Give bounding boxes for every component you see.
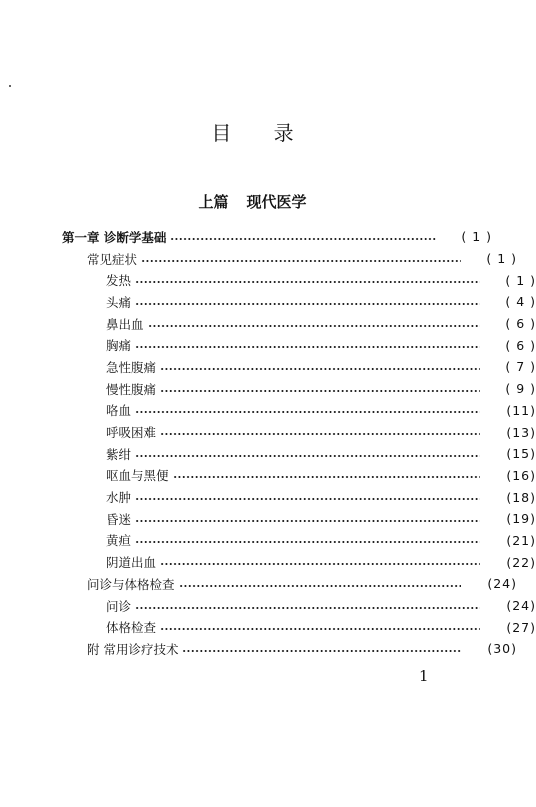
toc-entry-page: (30)	[487, 641, 517, 657]
toc-entry	[0, 573, 517, 595]
toc-entry-page: ( 7 )	[505, 359, 536, 375]
dot-leader	[182, 648, 461, 654]
toc-entry	[0, 551, 536, 573]
dot-leader	[135, 279, 480, 285]
toc-entry	[0, 508, 536, 530]
dot-leader	[135, 496, 480, 502]
toc-entry-page: ( 6 )	[505, 337, 536, 353]
toc-entry-page: ( 4 )	[505, 294, 536, 310]
toc-entry	[0, 378, 536, 400]
toc-entry	[0, 443, 536, 465]
toc-entry-title: 鼻出血	[106, 316, 144, 332]
toc-entry-page: (13)	[506, 424, 536, 440]
toc-entry-page: (27)	[506, 619, 536, 635]
dot-leader	[148, 323, 480, 329]
toc-entry-page: (21)	[506, 532, 536, 548]
toc-entry-title: 紫绀	[106, 446, 132, 462]
toc-entry-page: (16)	[506, 467, 536, 483]
toc-entry-page: ( 6 )	[505, 316, 536, 332]
dot-leader	[179, 583, 461, 589]
dot-leader	[173, 474, 480, 480]
dot-leader	[135, 301, 480, 307]
toc-entry-title: 附 常用诊疗技术	[87, 641, 179, 657]
toc-entry-title: 咯血	[106, 403, 132, 419]
dot-leader	[135, 344, 480, 350]
toc-entry-title: 胸痛	[106, 338, 132, 354]
toc-entry	[0, 616, 536, 638]
dot-leader	[160, 388, 480, 394]
toc-entry-title: 体格检查	[106, 620, 157, 636]
toc-entry	[0, 421, 536, 443]
dot-leader	[135, 453, 480, 459]
toc-entry	[0, 269, 536, 291]
dot-leader	[160, 366, 480, 372]
toc-entry-title: 问诊	[106, 598, 132, 614]
toc-entry-page: ( 1 )	[505, 272, 536, 288]
page-number: 1	[419, 667, 429, 685]
toc-entry	[0, 465, 536, 487]
toc-entry-title: 昏迷	[106, 511, 132, 527]
dot-leader	[135, 518, 480, 524]
toc-entry	[0, 226, 492, 248]
page-title: 目 录	[211, 121, 312, 145]
toc-entry	[0, 313, 536, 335]
dot-leader	[135, 539, 480, 545]
dot-leader	[160, 431, 480, 437]
toc-entry-title: 头痛	[106, 294, 132, 310]
toc-entry-title: 问诊与体格检查	[87, 576, 175, 592]
toc-entry-page: (19)	[506, 511, 536, 527]
toc-entry-title: 发热	[106, 273, 132, 289]
dot-leader	[135, 409, 480, 415]
part-heading	[0, 191, 505, 212]
toc-entry-page: ( 9 )	[505, 381, 536, 397]
toc-entry	[0, 334, 536, 356]
toc-entry-title: 黄疸	[106, 533, 132, 549]
toc-entry	[0, 248, 517, 270]
toc-entry-title: 水肿	[106, 490, 132, 506]
dot-leader	[135, 605, 480, 611]
table-of-contents	[0, 226, 536, 660]
toc-entry	[0, 400, 536, 422]
dot-leader	[160, 626, 480, 632]
toc-entry-title: 急性腹痛	[106, 359, 157, 375]
part-name: 现代医学	[246, 193, 307, 211]
toc-entry-title: 呼吸困难	[106, 425, 157, 441]
toc-entry-page: (24)	[506, 598, 536, 614]
toc-entry-title: 呕血与黑便	[106, 468, 169, 484]
toc-entry	[0, 486, 536, 508]
toc-entry	[0, 356, 536, 378]
toc-entry-title: 慢性腹痛	[106, 381, 157, 397]
toc-entry-page: (11)	[506, 402, 536, 418]
toc-entry-title: 第一章 诊断学基础	[62, 229, 167, 245]
toc-entry-page: (24)	[487, 576, 517, 592]
toc-entry	[0, 291, 536, 313]
toc-entry-page: (22)	[506, 554, 536, 570]
toc-entry	[0, 638, 517, 660]
toc-entry-page: (18)	[506, 489, 536, 505]
dot-leader	[160, 561, 480, 567]
toc-entry-page: ( 1 )	[461, 229, 492, 245]
toc-entry-page: ( 1 )	[486, 251, 517, 267]
toc-entry	[0, 530, 536, 552]
toc-entry	[0, 595, 536, 617]
scan-speck	[9, 85, 11, 87]
toc-entry-page: (15)	[506, 446, 536, 462]
toc-entry-title: 阴道出血	[106, 555, 157, 571]
dot-leader	[170, 236, 436, 242]
dot-leader	[141, 258, 461, 264]
toc-entry-title: 常见症状	[87, 251, 138, 267]
part-label: 上篇	[198, 193, 229, 211]
